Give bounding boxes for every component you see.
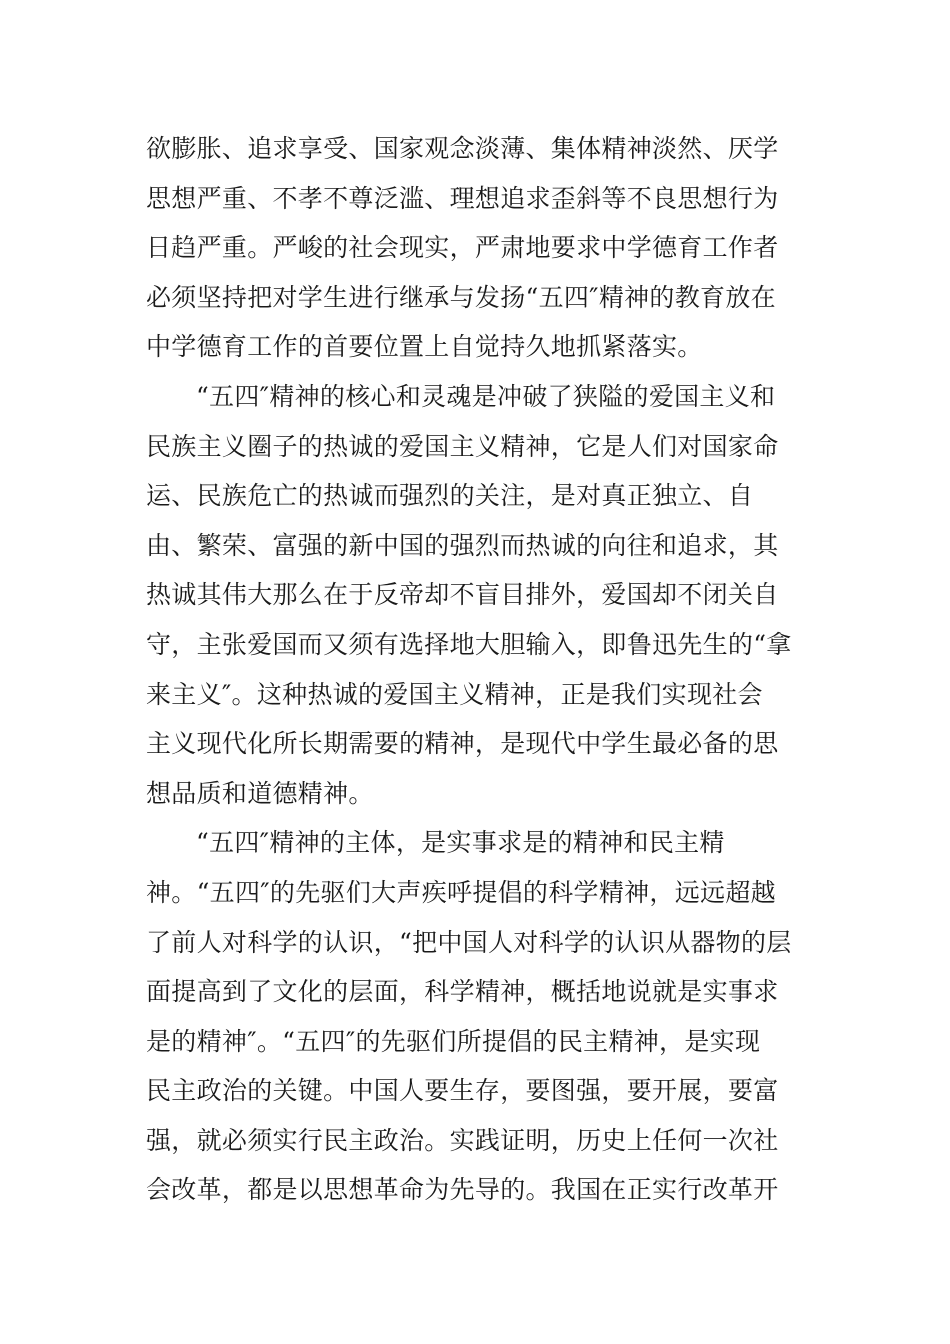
text-line: 会改革，都是以思想革命为先导的。我国在正实行改革开 xyxy=(146,1175,779,1205)
text-line: 由、繁荣、富强的新中国的强烈而热诚的向往和追求，其 xyxy=(146,530,779,560)
text-line: 热诚其伟大那么在于反帝却不盲目排外，爱国却不闭关自 xyxy=(146,580,779,610)
text-line: 民主政治的关键。中国人要生存，要图强，要开展，要富 xyxy=(146,1076,779,1106)
text-line: 必须坚持把对学生进行继承与发扬“五四″精神的教育放在 xyxy=(146,282,776,312)
text-line: 面提高到了文化的层面，科学精神，概括地说就是实事求 xyxy=(146,977,779,1007)
text-line: “五四″精神的核心和灵魂是冲破了狭隘的爱国主义和 xyxy=(196,381,776,411)
text-line: 民族主义圈子的热诚的爱国主义精神，它是人们对国家命 xyxy=(146,431,779,461)
text-line: 运、民族危亡的热诚而强烈的关注，是对真正独立、自 xyxy=(146,481,754,511)
text-line: 中学德育工作的首要位置上自觉持久地抓紧落实。 xyxy=(146,332,703,362)
text-line: 神。“五四″的先驱们大声疾呼提倡的科学精神，远远超越 xyxy=(146,877,776,907)
text-line: 守，主张爱国而又须有选择地大胆输入，即鲁迅先生的“拿 xyxy=(146,629,792,659)
body-text xyxy=(146,124,806,1215)
text-line: “五四″精神的主体，是实事求是的精神和民主精 xyxy=(196,828,725,858)
text-line: 了前人对科学的认识，“把中国人对科学的认识从器物的层 xyxy=(146,927,792,957)
text-line: 主义现代化所长期需要的精神，是现代中学生最必备的思 xyxy=(146,729,779,759)
text-line: 是的精神″。“五四″的先驱们所提倡的民主精神，是实现 xyxy=(146,1026,761,1056)
text-line: 想品质和道德精神。 xyxy=(146,778,374,808)
text-line: 欲膨胀、追求享受、国家观念淡薄、集体精神淡然、厌学 xyxy=(146,134,779,163)
text-line: 来主义″。这种热诚的爱国主义精神，正是我们实现社会 xyxy=(146,679,763,709)
text-line: 强，就必须实行民主政治。实践证明，历史上任何一次社 xyxy=(146,1125,779,1155)
text-line: 日趋严重。严峻的社会现实，严肃地要求中学德育工作者 xyxy=(146,233,779,263)
text-line: 思想严重、不孝不尊泛滥、理想追求歪斜等不良思想行为 xyxy=(146,183,779,213)
